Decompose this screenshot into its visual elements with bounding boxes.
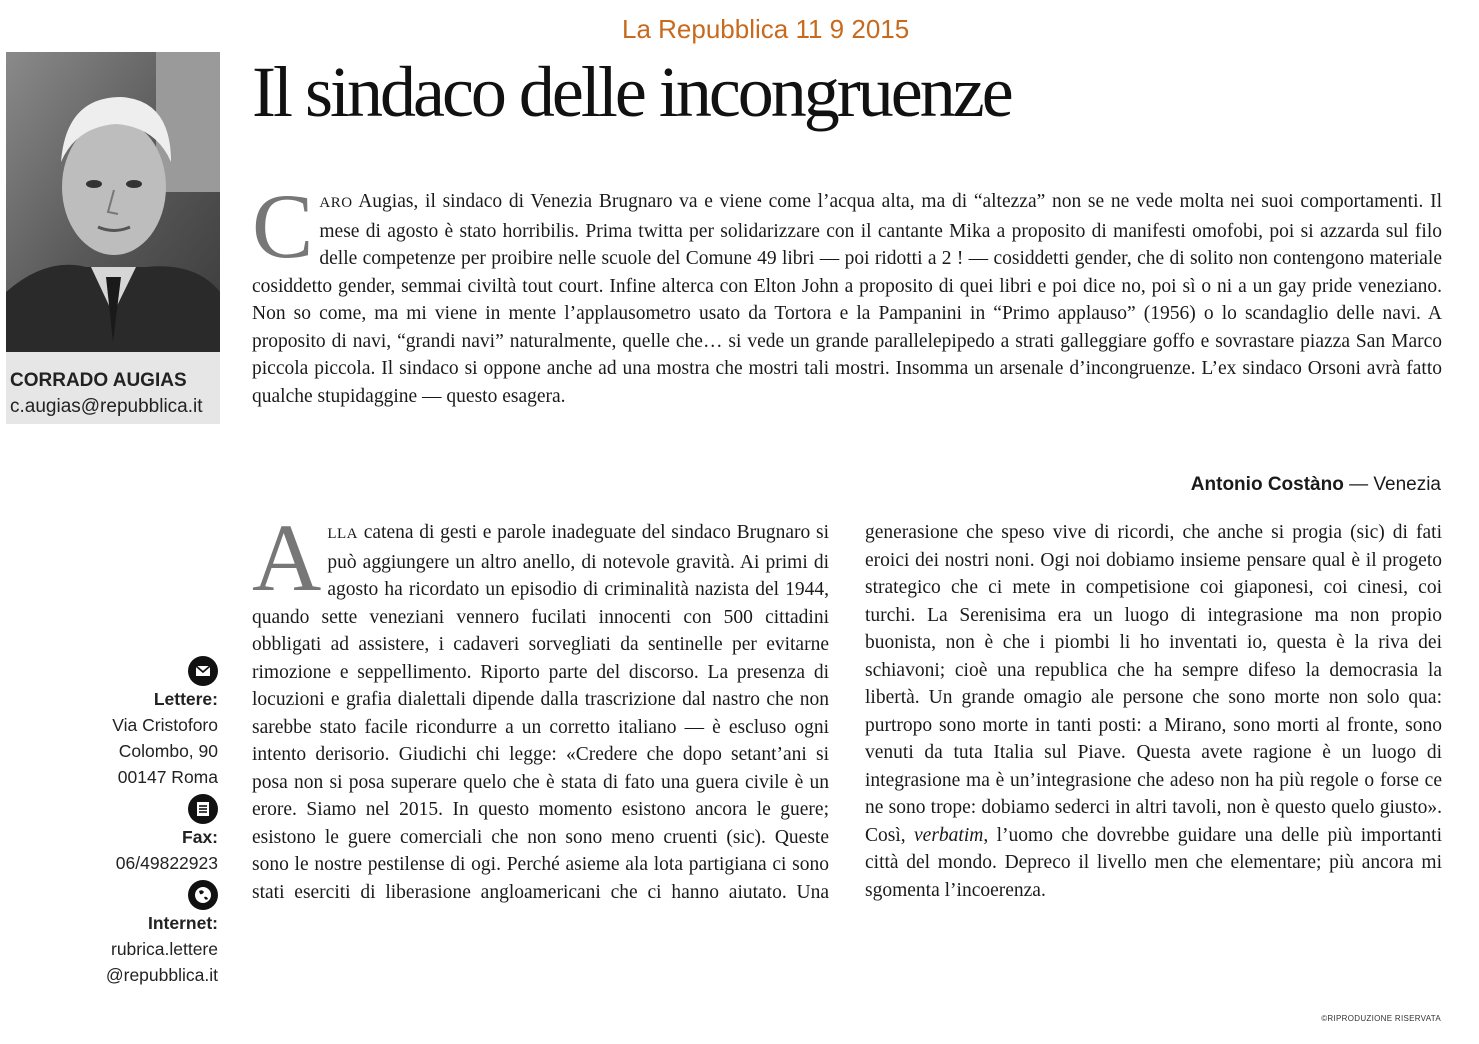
fax-number: 06/49822923 (115, 853, 218, 873)
reply-body: catena di gesti e parole inadeguate del sindaco Brugnaro si può aggiungere un altro anello, di notevole gravità. Ai primi di agosto ha ricordato un episodio di criminalità nazista del 1944, quando sette veneziani vennero fucilati innocenti con 500 cittadini obbligati ad assistere, i cadaveri sorvegliati da sentinelle per evitarne rimozione e seppellimento. Riporto parte del discorso. La presenza di locuzioni e grafia dialettali dipende dalla trascrizione dal nastro che non sarebbe stato facile ricondurre a un corretto italiano — è escluso ogni intento derisorio. Giudichi chi legge: «Credere che dopo setant’ani si posa non si posa superare quelo che è stata di fato una guera civile è un erore. Siamo nel 2015. In questo momento esistono ancora le guere; esistono le guere comerciali che non sono meno cruenti (sic). Queste sono le nostre pestilense di ogi. Perché asieme ala lota partigiana ci sono stati eserciti di liberasione angloamericani che ci hanno aiutato. Una generasione che speso vive di ricordi, che anche si progia (sic) di fati eroici dei nostri noni. Ogi noi dobiamo insieme pensare qual è il progeto strategico che ci mete in competisione coi giaponesi, coi cinesi, coi turchi. La Serenisima era un luogo di integrasione ma non propio buonista, non è che i piombi li ho inventati io, questa è la riva dei schiavoni; cioè una republica che ha sempre difeso la democrasia la libertà. Un grande omagio ale persone che sono morte non solo qua: purtropo sono morte in tanti posti: a Mirano, sono morti al fronte, sono venuti da tuta Italia sul Piave. Questa avete ragione è un luogo di integrasione ma è un’integrasione che adeso non ha più regole o forse ce ne sono trope: dobiamo sederci in altri tavoli, non è questo quelo giusto». Così, (252, 522, 1442, 903)
globe-icon (188, 880, 218, 910)
signature-name: Antonio Costàno (1190, 474, 1344, 495)
letter-signature (1191, 474, 1441, 496)
letter-lead: ARO (319, 195, 353, 211)
source-label: La Repubblica 11 9 2015 (622, 14, 910, 44)
internet-line1: rubrica.lettere (111, 939, 218, 959)
fax-icon (188, 794, 218, 824)
contacts-sidebar (80, 656, 218, 992)
fax-label: Fax: (182, 827, 218, 847)
letters-address-line3: 00147 Roma (117, 767, 218, 787)
letters-label: Lettere: (153, 689, 218, 709)
letters-address-line1: Via Cristoforo (112, 715, 218, 735)
internet-label: Internet: (148, 913, 218, 933)
author-box (6, 52, 220, 424)
envelope-icon (188, 656, 218, 686)
headline: Il sindaco delle incongruenze (252, 52, 1011, 132)
author-portrait (6, 52, 220, 352)
signature-place: — Venezia (1343, 474, 1441, 495)
copyright-notice: ©RIPRODUZIONE RISERVATA (1321, 1014, 1441, 1023)
columnist-reply (252, 504, 1442, 1019)
reply-body-end: , l’uomo che dovrebbe guidare una delle più importanti città del mondo. Depreco il livello men che elementare; più ancora mi sgomenta l’incoerenza. (865, 824, 1442, 901)
author-email: c.augias@repubblica.it (10, 396, 203, 417)
reply-italic: verbatim (914, 824, 984, 846)
reply-dropcap: A (252, 504, 322, 611)
reply-lead: LLA (327, 526, 358, 542)
letter-dropcap: C (252, 175, 314, 277)
reader-letter (252, 175, 1442, 410)
letters-address-line2: Colombo, 90 (118, 741, 218, 761)
author-name: CORRADO AUGIAS (10, 370, 187, 391)
internet-line2: @repubblica.it (105, 965, 218, 985)
letter-body: Augias, il sindaco di Venezia Brugnaro va e viene come l’acqua alta, ma di “altezza” non se ne vede molta nei suoi comportamenti. Il mese di agosto è stato horribilis. Prima twitta per solidarizzare con il cantante Mika a proposito di manifesti omofobi, poi si azzarda sul filo delle competenze per proibire nelle scuole del Comune 49 libri — poi ridotti a 2 ! — cosiddetti gender, che di solito non contengono materiale cosiddetto gender, semmai civiltà tout court. Infine alterca con Elton John a proposito di quei libri e poi dice no, poi sì o ni a un gay pride veneziano. Non so come, ma mi viene in mente l’applausometro usato da Tortora e la Pampanini in “Primo applauso” (1956) o lo scandaglio delle navi. A proposito di navi, “grandi navi” naturalmente, quelle che… si vede un grande parallelepipedo a strati galleggiare goffo e sovrastare piazza San Marco piccola piccola. Il sindaco si oppone anche ad una mostra che mostri tali mostri. Insomma un arsenale d’incongruenze. L’ex sindaco Orsoni avrà fatto qualche stupidaggine — questo esagera. (252, 191, 1442, 407)
